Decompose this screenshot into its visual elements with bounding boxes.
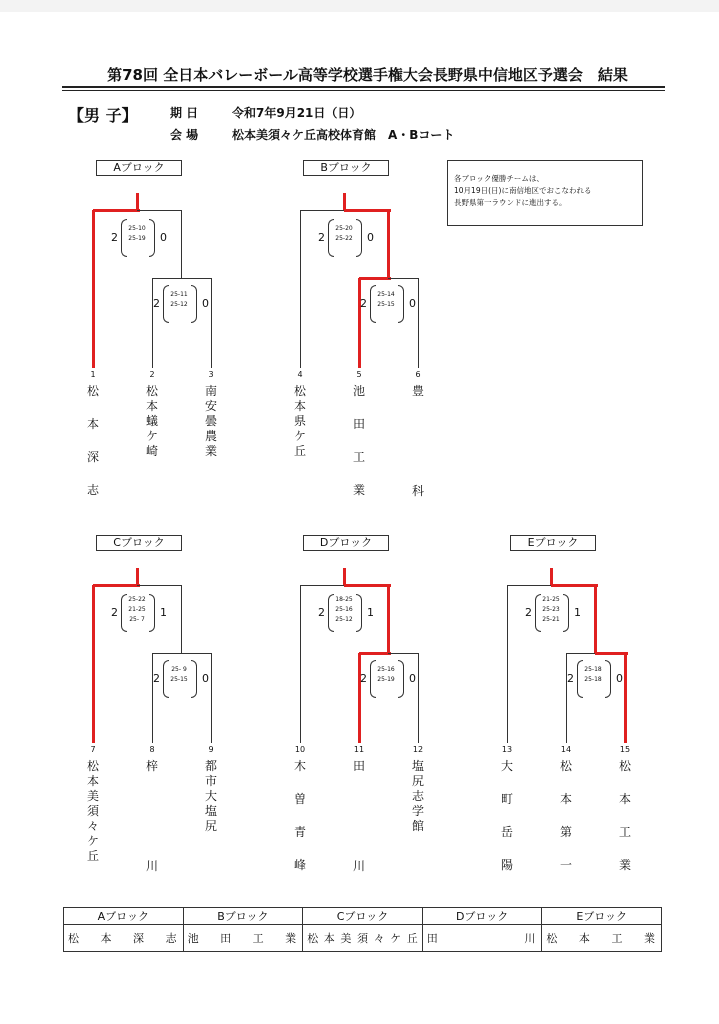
team-name-char: 館 (411, 819, 424, 833)
team-name-char: 松 (86, 384, 99, 398)
set-score (360, 659, 416, 699)
team-name-char: 都 (204, 759, 217, 773)
set-scores (330, 595, 358, 625)
team-name-char: 曇 (204, 414, 217, 428)
date-value: 令和7年9月21日（日） (232, 106, 362, 120)
seed-number: 13 (501, 745, 513, 754)
advancement-note (447, 160, 643, 226)
seed-number: 5 (356, 370, 362, 379)
team-name-char: 本 (618, 792, 631, 806)
team-name-char: 松 (559, 759, 572, 773)
set-score (525, 593, 581, 633)
team-name-char: 岳 (500, 825, 513, 839)
team-name-char: 工 (352, 450, 365, 464)
seed-number: 14 (560, 745, 572, 754)
team-name-char: 梓 (145, 759, 158, 773)
note-line: 10月19日(日)に南信地区でおこなわれる (454, 186, 592, 195)
set-scores (123, 595, 151, 625)
results-winner: 松本工業 (542, 925, 662, 952)
winner-path-line (624, 653, 627, 743)
set-scores (579, 665, 607, 685)
set-score-line: 25-19 (128, 235, 146, 242)
team-name-char: 松 (618, 759, 631, 773)
team-name-char: 松 (293, 384, 306, 398)
set-score-line: 18-25 (335, 596, 353, 603)
set-score-line: 25-15 (377, 301, 395, 308)
sets-won: 2 (360, 672, 367, 685)
team-name-char: 田 (352, 417, 365, 431)
team-name-char: ケ (145, 429, 158, 443)
team-name (289, 757, 311, 870)
winner-path-line (387, 585, 390, 653)
date-label: 期 日 (170, 106, 199, 120)
sets-lost: 1 (574, 606, 581, 619)
bracket-line (181, 278, 212, 279)
sets-won: 2 (111, 606, 118, 619)
team-name-char: 丘 (86, 849, 99, 863)
winner-path-line (93, 209, 140, 212)
set-score-line: 25-21 (542, 616, 560, 623)
team-name-char: ケ (86, 834, 99, 848)
team-name-char: 田 (352, 759, 365, 773)
set-scores (537, 595, 565, 625)
team-name-char: 青 (293, 825, 306, 839)
sets-lost: 0 (367, 231, 374, 244)
team-name (348, 757, 370, 871)
winner-path-line (387, 210, 390, 278)
set-scores (372, 290, 400, 310)
results-winner: 松本美須々ケ丘 (303, 925, 423, 952)
seed-number: 10 (294, 745, 306, 754)
top-bar (0, 0, 719, 12)
sets-won: 2 (153, 672, 160, 685)
set-score (153, 659, 209, 699)
sets-lost: 0 (202, 297, 209, 310)
bracket-line (300, 585, 301, 743)
winner-path-line (359, 652, 391, 655)
team-name-char: 曽 (293, 792, 306, 806)
bracket-line (137, 585, 182, 586)
sets-won: 2 (153, 297, 160, 310)
seed-number: 3 (208, 370, 214, 379)
results-winner: 池田工業 (183, 925, 303, 952)
team-name-char: 木 (293, 759, 306, 773)
gender-label: 【男 子】 (68, 106, 138, 125)
set-scores (165, 290, 193, 310)
team-name-char: 町 (500, 792, 513, 806)
team-name-char: 松 (145, 384, 158, 398)
winner-path-line (92, 210, 95, 368)
winner-path-line (136, 568, 139, 585)
set-score-line: 25- 7 (129, 616, 145, 623)
team-name-char: 工 (618, 825, 631, 839)
seed-number: 15 (619, 745, 631, 754)
bracket-line (418, 278, 419, 368)
set-score-line: 25-10 (128, 225, 146, 232)
team-name-char: 松 (86, 759, 99, 773)
team-name-char: 須 (86, 804, 99, 818)
bracket-line (566, 653, 596, 654)
set-score-line: 25-12 (170, 301, 188, 308)
team-name-char: ケ (293, 429, 306, 443)
seed-number: 1 (90, 370, 96, 379)
results-winner: 松本深志 (64, 925, 184, 952)
set-score-line: 25-16 (377, 666, 395, 673)
team-name (407, 382, 429, 496)
bracket-line (137, 210, 182, 211)
team-name-char: 業 (352, 483, 365, 497)
team-name-char: 南 (204, 384, 217, 398)
set-scores (165, 665, 193, 685)
team-name-char: 々 (86, 819, 99, 833)
set-scores (372, 665, 400, 685)
team-name-char: 県 (293, 414, 306, 428)
bracket-line (507, 585, 508, 743)
team-name (200, 757, 222, 831)
set-score-line: 25-18 (584, 676, 602, 683)
winner-path-line (344, 209, 391, 212)
team-name (141, 382, 163, 456)
bracket-line (152, 278, 182, 279)
seed-number: 7 (90, 745, 96, 754)
block-label: Dブロック (303, 535, 389, 551)
bracket-line (181, 653, 212, 654)
results-header: Eブロック (542, 908, 662, 925)
team-name (289, 382, 311, 456)
results-header: Dブロック (422, 908, 542, 925)
winner-path-line (550, 568, 553, 585)
sets-won: 2 (360, 297, 367, 310)
team-name-char: 崎 (145, 444, 158, 458)
winner-path-line (594, 585, 597, 653)
team-name-char: 一 (559, 858, 572, 872)
team-name-char: 丘 (293, 444, 306, 458)
set-score (153, 284, 209, 324)
bracket-line (507, 585, 552, 586)
set-score (318, 593, 374, 633)
team-name-char: 蟻 (145, 414, 158, 428)
set-score (360, 284, 416, 324)
seed-number: 12 (412, 745, 424, 754)
team-name-char: 本 (86, 774, 99, 788)
set-score-line: 25- 9 (171, 666, 187, 673)
set-score-line: 21-25 (542, 596, 560, 603)
venue-label: 会 場 (170, 128, 199, 142)
team-name (141, 757, 163, 871)
team-name-char: 志 (86, 483, 99, 497)
results-header: Bブロック (183, 908, 303, 925)
bracket-line (181, 585, 182, 653)
sets-won: 2 (111, 231, 118, 244)
team-name-char: 本 (559, 792, 572, 806)
sets-lost: 1 (367, 606, 374, 619)
set-score-line: 25-22 (335, 235, 353, 242)
title-rule (62, 86, 665, 88)
set-score-line: 25-19 (377, 676, 395, 683)
bracket-line (152, 653, 182, 654)
sets-won: 2 (318, 606, 325, 619)
team-name-char: 市 (204, 774, 217, 788)
winner-path-line (343, 568, 346, 585)
team-name (200, 382, 222, 456)
set-score-line: 21-25 (128, 606, 146, 613)
bracket-line (300, 210, 301, 368)
seed-number: 9 (208, 745, 214, 754)
team-name-char: 志 (411, 789, 424, 803)
winner-path-line (92, 585, 95, 743)
sets-lost: 0 (409, 297, 416, 310)
sets-won: 2 (567, 672, 574, 685)
team-name-char: 業 (204, 444, 217, 458)
seed-number: 2 (149, 370, 155, 379)
block-label: Cブロック (96, 535, 182, 551)
team-name (614, 757, 636, 870)
set-score-line: 25-14 (377, 291, 395, 298)
team-name-char: 陽 (500, 858, 513, 872)
block-label: Bブロック (303, 160, 389, 176)
team-name-char: 尻 (204, 819, 217, 833)
block-label: Eブロック (510, 535, 596, 551)
seed-number: 4 (297, 370, 303, 379)
bracket-line (211, 653, 212, 743)
winner-path-line (359, 277, 391, 280)
team-name-char: 塩 (411, 759, 424, 773)
results-winner: 田川 (422, 925, 542, 952)
team-name-char: 大 (204, 789, 217, 803)
results-header: Aブロック (64, 908, 184, 925)
bracket-line (211, 278, 212, 368)
team-name-char: 安 (204, 399, 217, 413)
seed-number: 8 (149, 745, 155, 754)
team-name (496, 757, 518, 870)
winner-path-line (93, 584, 140, 587)
team-name (348, 382, 370, 495)
title-rule-thin (62, 90, 665, 91)
team-name-char: 学 (411, 804, 424, 818)
sets-lost: 1 (160, 606, 167, 619)
set-score-line: 25-20 (335, 225, 353, 232)
sets-lost: 0 (202, 672, 209, 685)
set-score (111, 593, 167, 633)
team-name-char: 本 (293, 399, 306, 413)
sets-lost: 0 (616, 672, 623, 685)
team-name (555, 757, 577, 870)
venue-value: 松本美須々ケ丘高校体育館 A・Bコート (232, 128, 455, 142)
bracket-line (300, 210, 345, 211)
set-score-line: 25-11 (170, 291, 188, 298)
seed-number: 6 (415, 370, 421, 379)
team-name-char: 大 (500, 759, 513, 773)
sets-won: 2 (525, 606, 532, 619)
team-name-char: 塩 (204, 804, 217, 818)
set-score (111, 218, 167, 258)
team-name-char: 尻 (411, 774, 424, 788)
team-name-char: 川 (145, 859, 158, 873)
note-line: 長野県第一ラウンドに進出する。 (454, 198, 567, 207)
block-label: Aブロック (96, 160, 182, 176)
team-name-char: 深 (86, 450, 99, 464)
team-name-char: 科 (411, 484, 424, 498)
bracket-line (388, 653, 419, 654)
team-name-char: 美 (86, 789, 99, 803)
set-score-line: 25-16 (335, 606, 353, 613)
winner-path-line (344, 584, 391, 587)
team-name-char: 池 (352, 384, 365, 398)
team-name-char: 第 (559, 825, 572, 839)
set-score-line: 25-18 (584, 666, 602, 673)
set-score (567, 659, 623, 699)
sets-lost: 0 (409, 672, 416, 685)
set-scores (330, 224, 358, 244)
bracket-line (300, 585, 345, 586)
team-name (407, 757, 429, 831)
team-name (82, 757, 104, 861)
set-score-line: 25-22 (128, 596, 146, 603)
page-title: 第78回 全日本バレーボール高等学校選手権大会長野県中信地区予選会 結果 (107, 66, 628, 84)
team-name-char: 本 (86, 417, 99, 431)
results-header: Cブロック (303, 908, 423, 925)
team-name-char: 農 (204, 429, 217, 443)
team-name-char: 業 (618, 858, 631, 872)
bracket-line (388, 278, 419, 279)
sets-won: 2 (318, 231, 325, 244)
winner-path-line (136, 193, 139, 210)
team-name (82, 382, 104, 495)
note-line: 各ブロック優勝チームは、 (454, 174, 544, 183)
set-score-line: 25-15 (170, 676, 188, 683)
set-score-line: 25-23 (542, 606, 560, 613)
winner-path-line (551, 584, 598, 587)
sets-lost: 0 (160, 231, 167, 244)
team-name-char: 川 (352, 859, 365, 873)
set-score (318, 218, 374, 258)
team-name-char: 豊 (411, 384, 424, 398)
seed-number: 11 (353, 745, 365, 754)
bracket-line (181, 210, 182, 278)
team-name-char: 本 (145, 399, 158, 413)
winner-path-line (343, 193, 346, 210)
team-name-char: 峰 (293, 858, 306, 872)
bracket-line (418, 653, 419, 743)
results-table (63, 907, 662, 952)
set-scores (123, 224, 151, 244)
set-score-line: 25-12 (335, 616, 353, 623)
